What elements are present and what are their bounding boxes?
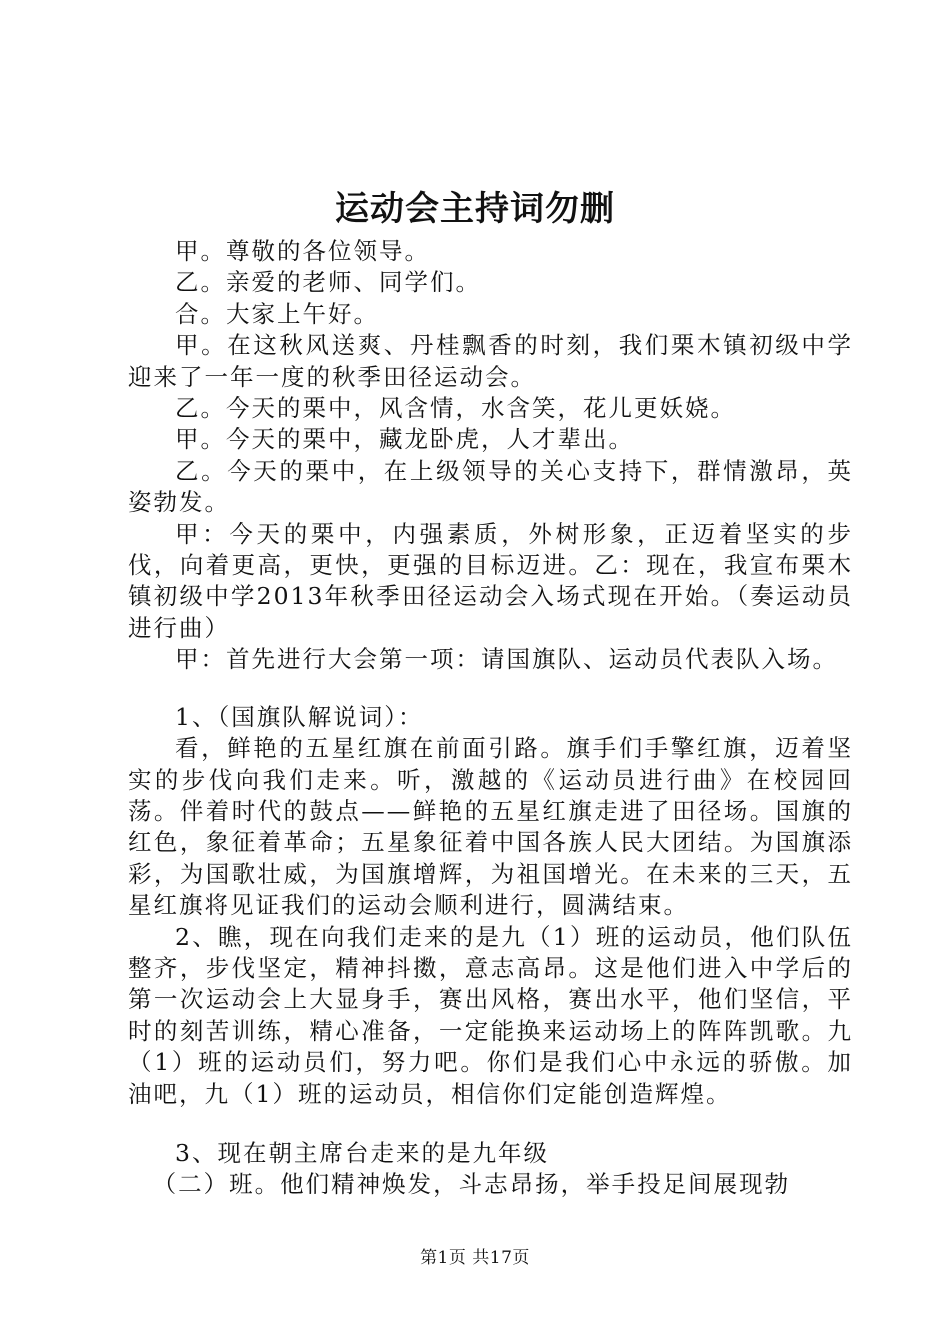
paragraph: 甲。尊敬的各位领导。 [175, 237, 430, 265]
page-footer: 第1页 共17页 [420, 1248, 530, 1268]
document-title: 运动会主持词勿删 [335, 189, 615, 229]
paragraph: 3、现在朝主席台走来的是九年级 [175, 1138, 549, 1167]
paragraph: 甲。在这秋风送爽、丹桂飘香的时刻，我们栗木镇初级中学迎来了一年一度的秋季田径运动会。 [128, 331, 853, 391]
paragraph: 合。大家上午好。 [175, 299, 379, 328]
paragraph: 乙。今天的栗中，在上级领导的关心支持下，群情激昂，英姿勃发。 [128, 456, 853, 517]
section-heading: 1、（国旗队解说词）： [175, 702, 424, 731]
paragraph: 甲。今天的栗中，藏龙卧虎，人才辈出。 [175, 425, 634, 454]
document-body [128, 236, 853, 1201]
paragraph: 甲：今天的栗中，内强素质，外树形象，正迈着坚实的步伐，向着更高，更快，更强的目标迈进。乙：现在，我宣布栗木镇初级中学2013年秋季田径运动会入场式现在开始。（奏运动员进行曲） [128, 519, 853, 642]
paragraph: 乙。亲爱的老师、同学们。 [175, 268, 481, 297]
paragraph: 2、瞧，现在向我们走来的是九（1）班的运动员，他们队伍整齐，步伐坚定，精神抖擞，意志高昂。这是他们进入中学后的第一次运动会上大显身手，赛出风格，赛出水平，他们坚信，平时的刻苦训练，精心准备，一定能换来运动场上的阵阵凯歌。九（1）班的运动员们，努力吧。你们是我们心中永远的骄傲。加油吧，九（1）班的运动员，相信你们定能创造辉煌。 [128, 922, 853, 1108]
paragraph: 乙。今天的栗中，风含情，水含笑，花儿更妖娆。 [175, 394, 736, 423]
paragraph: 甲：首先进行大会第一项：请国旗队、运动员代表队入场。 [175, 645, 838, 674]
paragraph: 看，鲜艳的五星红旗在前面引路。旗手们手擎红旗，迈着坚实的步伐向我们走来。听，激越的《运动员进行曲》在校园回荡。伴着时代的鼓点——鲜艳的五星红旗走进了田径场。国旗的红色，象征着革命；五星象征着中国各族人民大团结。为国旗添彩，为国歌壮威，为国旗增辉，为祖国增光。在未来的三天，五星红旗将见证我们的运动会顺利进行，圆满结束。 [128, 734, 853, 920]
paragraph: （二）班。他们精神焕发，斗志昂扬，举手投足间展现勃 [152, 1170, 791, 1199]
